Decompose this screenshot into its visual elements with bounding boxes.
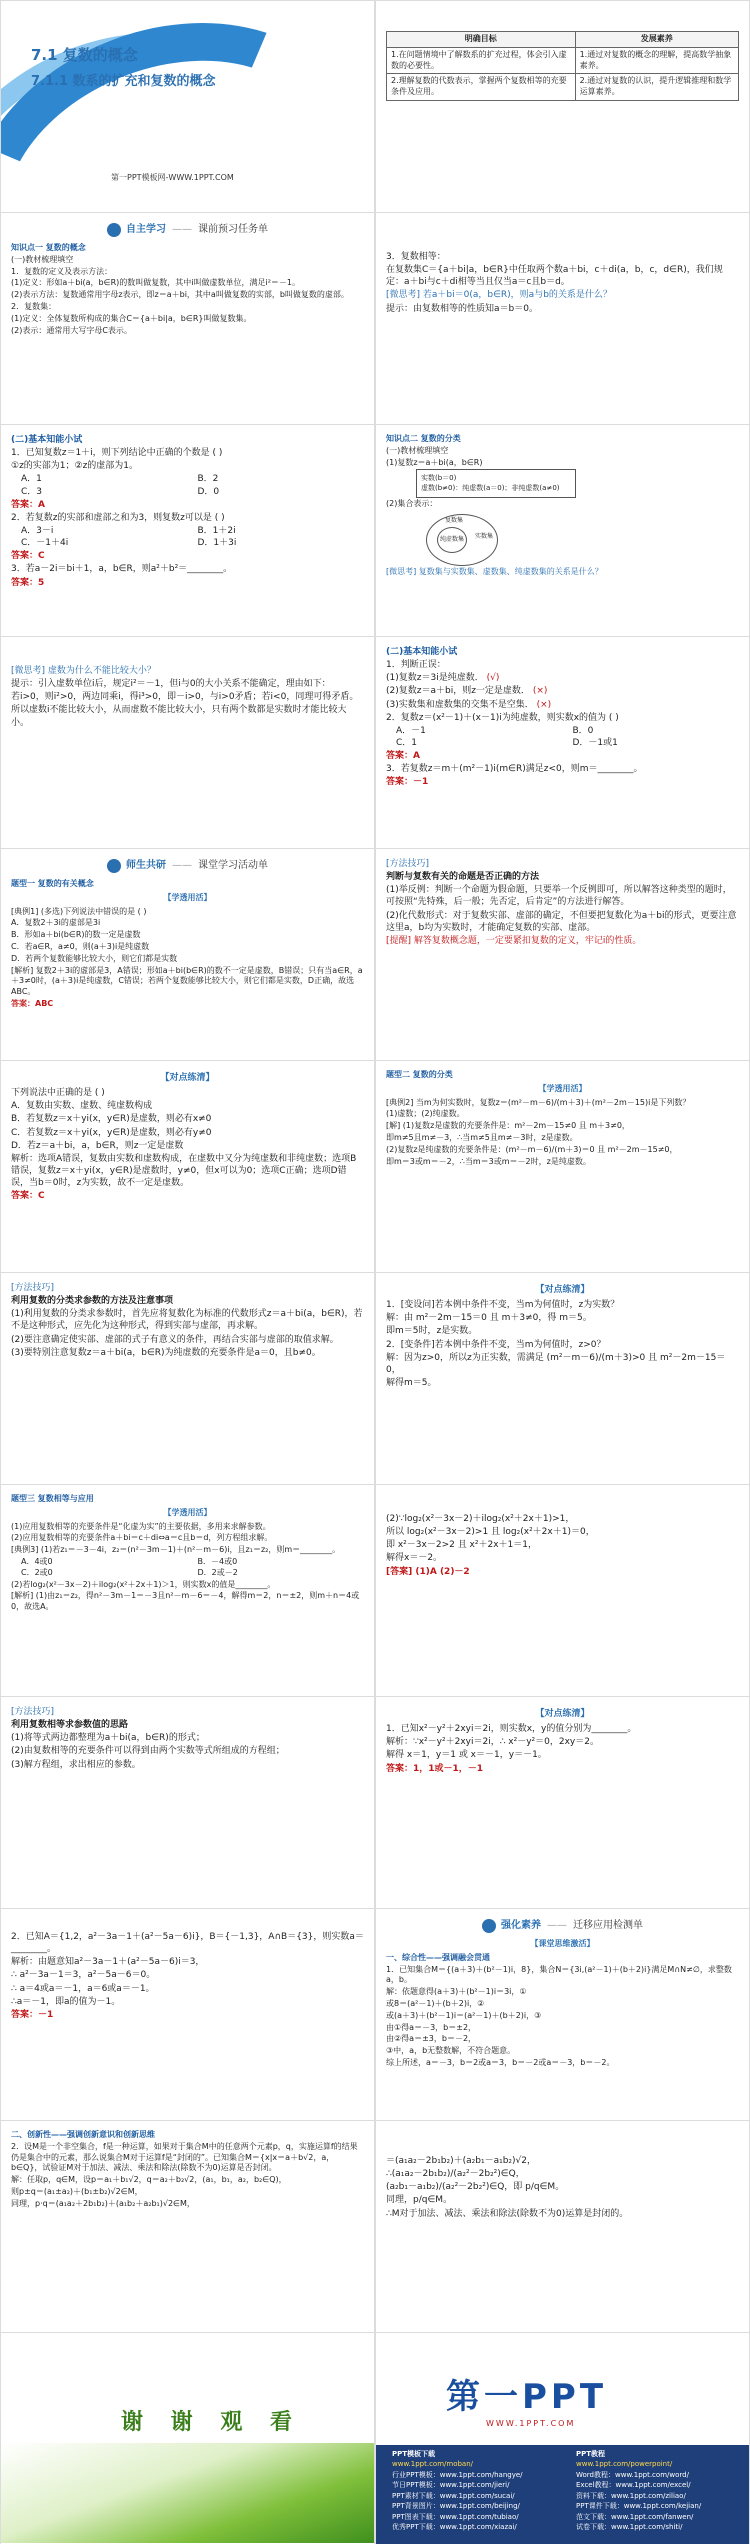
solution: [解] (1)复数z是虚数的充要条件是：m²－2m－15≠0 且 m＋3≠0， <box>386 1121 630 1131</box>
solution: 解析：选项A错误，复数由实数和虚数构成，在虚数中又分为纯虚数和非纯虚数；选项B错误，复数z＝x＋yi(x，y∈R)是虚数时，y≠0，但x可以为0；选项C正确；选项D错误，当b＝0时，z为实数，故不一定是虚数。 <box>11 1153 357 1189</box>
question-detail: ①z的实部为1；②z的虚部为1。 <box>11 461 139 472</box>
method-title: [方法技巧] <box>11 1283 55 1293</box>
slide-practice-2 <box>376 1273 749 1484</box>
method-heading: 利用复数相等求参数值的思路 <box>11 1720 129 1731</box>
option: A．复数由实数、虚数、纯虚数构成 <box>11 1101 153 1112</box>
leaf-decor <box>1 2443 374 2543</box>
judge-item: (3)实数集和虚数集的交集不是空集． (×) <box>386 699 552 710</box>
tag-label: 【学透用活】 <box>538 1083 587 1093</box>
tag-label: 【对点练清】 <box>535 1285 590 1295</box>
slide-quiz-2 <box>376 637 749 848</box>
slide-innovation-cont <box>376 2121 749 2332</box>
text-line: (3)解方程组，求出相应的参数。 <box>11 1759 141 1770</box>
solution: 解析：由题意知a²－3a－1＋(a²－5a－6)i＝3， <box>11 1957 205 1968</box>
text-line: (3)要特别注意复数z＝a＋bi(a，b∈R)为纯虚数的充要条件是a＝0，且b≠0。 <box>11 1347 321 1358</box>
solution-step: 即m＝5时，z是实数。 <box>386 1326 478 1337</box>
slide-innovation <box>1 2121 374 2332</box>
footer-link[interactable]: 行业PPT模板：www.1ppt.com/hangye/ <box>392 2470 523 2479</box>
header-subtitle: 课前预习任务单 <box>198 224 268 236</box>
method-heading: 判断与复数有关的命题是否正确的方法 <box>386 872 540 883</box>
solution-step: 同理，p/q∈M。 <box>386 2195 453 2206</box>
text-line: (1)应用复数相等的充要条件是“化虚为实”的主要依据，多用来求解参数。 <box>11 1521 271 1531</box>
slide-type1 <box>1 849 374 1060</box>
tag-label: 【课堂思维激活】 <box>530 1939 595 1948</box>
footer-link[interactable]: 范文下载：www.1ppt.com/fanwen/ <box>576 2512 694 2521</box>
footer-link[interactable]: PPT背景图片：www.1ppt.com/beijing/ <box>392 2502 520 2511</box>
answer: 答案：－1 <box>386 777 429 788</box>
question: 1．已知复数z＝1＋i，则下列结论中正确的个数是 ( ) <box>11 448 223 459</box>
method-title: [方法技巧] <box>11 1707 55 1717</box>
answer: 答案：1，1或－1，－1 <box>386 1763 484 1774</box>
think-line: [微思考] 复数集与实数集、虚数集、纯虚数集的关系是什么？ <box>386 567 603 577</box>
quiz-title: (二)基本知能小试 <box>11 435 83 445</box>
slide-goals <box>376 1 749 212</box>
option: B．1＋2i <box>197 525 236 536</box>
question: 下列说法中正确的是 ( ) <box>11 1088 105 1099</box>
solution-step: ∴ a＝4或a＝－1，a＝6或a＝－1。 <box>11 1983 155 1994</box>
option: A．4或0 <box>21 1556 53 1566</box>
solution-step: 由①得a＝－3，b＝±2， <box>386 2022 477 2032</box>
footer-link[interactable]: 节日PPT模板：www.1ppt.com/jieri/ <box>392 2481 510 2490</box>
topic-sub: (一)教材梳理填空 <box>386 445 449 455</box>
hint-line: 提示：由复数相等的性质知a＝b＝0。 <box>386 303 538 314</box>
option: D．若z＝a＋bi，a，b∈R，则z一定是虚数 <box>11 1140 184 1151</box>
brand-url: WWW.1PPT.COM <box>486 2419 576 2428</box>
slide-transfer <box>376 1909 749 2120</box>
slide-classification <box>376 425 749 636</box>
answer: 答案：A <box>386 751 420 762</box>
question: 1．已知x²－y²＋2xyi＝2i，则实数x，y的值分别为________。 <box>386 1724 637 1735</box>
question: 3．若复数z＝m＋(m²－1)i(m∈R)满足z<0，则m＝________。 <box>386 764 643 775</box>
solution-step: 所以 log₂(x²－3x－2)>1 且 log₂(x²＋2x＋1)＝0， <box>386 1527 595 1538</box>
solution-step: 即 x²－3x－2>2 且 x²＋2x＋1＝1， <box>386 1540 538 1551</box>
question: 2．设M是一个非空集合，f是一种运算，如果对于集合M中的任意两个元素p，q，实施运算f的结果仍是集合中的元素，那么说集合M对于运算f是“封闭的”。已知集合M＝{x|x＝a＋b√2，a，b∈Q}，试验证M对于加法、减法、乘法和除法(除数不为0)运算是否封闭。 <box>11 2141 358 2173</box>
option: B．形如a＋bi(b∈R)的数一定是虚数 <box>11 930 141 940</box>
text-line: (1)将等式两边都整理为a＋bi(a，b∈R)的形式； <box>11 1733 205 1744</box>
topic-title: 知识点二 复数的分类 <box>386 434 461 443</box>
tag-label: 【学透用活】 <box>163 1507 212 1517</box>
footer-col-tutorials: PPT教程 www.1ppt.com/powerpoint/ Word教程：www.1ppt.com/word/ Excel教程：www.1ppt.com/excel/ 资料下载：www.1ppt.com/ziliao/ PPT课件下载：www.1ppt.com/kejian/ 范文下载：www.1ppt.com/fanwen/ 试卷下载：www.1ppt.com/shiti/ <box>576 2450 702 2532</box>
solution-step: ∴ a²－3a－1＝3，a²－5a－6＝0。 <box>11 1970 156 1981</box>
question: 2．已知A＝{1,2，a²－3a－1＋(a²－5a－6)i}，B＝{－1,3}，A∩B＝{3}，则实数a＝________。 <box>11 1932 364 1955</box>
example: [典例1] (多选)下列说法中错误的是 ( ) <box>11 906 147 916</box>
solution-step: 或8＝(a²－1)＋(b＋2)i，② <box>386 1998 485 2008</box>
slide-practice-3 <box>376 1697 749 1908</box>
slide-equality <box>376 213 749 424</box>
solution-step: 同理，p·q＝(a₁a₂＋2b₁b₂)＋(a₁b₂＋a₂b₁)√2∈M， <box>11 2198 195 2208</box>
solution-step: ∴M对于加法、减法、乘法和除法(除数不为0)运算是封闭的。 <box>386 2208 629 2219</box>
section-header: 师生共研 —— 课堂学习活动单 <box>11 859 364 873</box>
section-header: 强化素养 —— 迁移应用检测单 <box>386 1919 739 1933</box>
text-line: 在复数集C＝{a＋bi|a，b∈R}中任取两个数a＋bi，c＋di(a，b，c，d∈R)，我们规定：a＋bi与c＋di相等当且仅当a＝c且b＝d。 <box>386 265 723 288</box>
option: D．2或－2 <box>197 1567 238 1577</box>
header-title: 自主学习 <box>126 224 166 236</box>
option: D．若两个复数能够比较大小，则它们都是实数 <box>11 953 178 963</box>
literacy-cell: 2.通过对复数的认识，提升逻辑推理和数学运算素养。 <box>575 74 738 101</box>
option: A．－1 <box>396 725 426 736</box>
answer: 答案：5 <box>11 577 45 588</box>
solution-step: ③中，a，b无整数解，不符合题意。 <box>386 2046 516 2056</box>
type-title: 题型三 复数相等与应用 <box>11 1494 94 1503</box>
question: 3．若a－2i＝bi＋1，a，b∈R，则a²＋b²＝________。 <box>11 564 233 575</box>
judge-item: (1)复数z＝3i是纯虚数． (√) <box>386 673 500 684</box>
solution: [解析] (1)由z₁＝z₂，得n²－3m－1＝－3且n²－m－6＝－4，解得m＝2，n＝±2，则m＋n＝4或0，故选A。 <box>11 1591 360 1612</box>
goal-cell: 1.在问题情境中了解数系的扩充过程，体会引入虚数的必要性。 <box>387 47 576 74</box>
class-imag: 虚数(b≠0)：纯虚数(a＝0)；非纯虚数(a≠0) <box>421 483 560 492</box>
slide-method-1 <box>376 849 749 1060</box>
tag-label: 【对点练清】 <box>160 1073 215 1083</box>
answer: 答案：－1 <box>11 2009 54 2020</box>
question: 1．判断正误： <box>386 660 446 671</box>
text-line: (1)定义：形如a＋bi(a，b∈R)的数叫做复数，其中i叫做虚数单位，满足i²＝－1。 <box>11 278 301 288</box>
footer-link[interactable]: Word教程：www.1ppt.com/word/ <box>576 2470 689 2479</box>
table-row <box>387 47 739 74</box>
text-line: (一)教材梳理填空 <box>11 254 74 264</box>
question: 2．复数z＝(x²－1)＋(x－1)i为纯虚数，则实数x的值为 ( ) <box>386 712 619 723</box>
solution-step: 由②得a＝±3，b＝－2， <box>386 2034 477 2044</box>
slide-think-compare <box>1 637 374 848</box>
tag-label: 【学透用活】 <box>163 892 212 902</box>
set-diagram <box>426 514 498 566</box>
solution-step: 或(a＋3)＋(b²－1)i＝(a²－1)＋(b＋2)i，③ <box>386 2010 542 2020</box>
footer-link[interactable]: Excel教程：www.1ppt.com/excel/ <box>576 2481 691 2490</box>
slide-solution-3 <box>376 1485 749 1696</box>
footer-col-templates: PPT模板下载 www.1ppt.com/moban/ 行业PPT模板：www.1ppt.com/hangye/ 节日PPT模板：www.1ppt.com/jieri/ PPT素材下载：www.1ppt.com/sucai/ PPT背景图片：www.1ppt.com/beijing/ PPT图表下载：www.1ppt.com/tubiao/ 优秀PPT下载：www.1ppt.com/xiazai/ <box>392 2450 523 2532</box>
method-title: [方法技巧] <box>386 859 430 869</box>
section-header: 自主学习 —— 课前预习任务单 <box>11 223 364 237</box>
solution: 解：任取p，q∈M，设p＝a₁＋b₁√2，q＝a₂＋b₂√2，(a₁，b₁，a₂，b₂∈Q)， <box>11 2175 287 2185</box>
example: [典例2] 当m为何实数时，复数z＝(m²－m－6)/(m＋3)＋(m²－2m－15)i是下列数？ <box>386 1097 691 1107</box>
option: B．0 <box>572 725 594 736</box>
set-outer-label: 复数集 <box>445 517 464 525</box>
footer-link[interactable]: PPT素材下载：www.1ppt.com/sucai/ <box>392 2491 515 2500</box>
solution-step: (a₂b₁－a₁b₂)/(a₂²－2b₂²)∈Q，即 p/q∈M。 <box>386 2182 565 2193</box>
solution-step: ∴a＝－1，即a的值为－1。 <box>11 1996 121 2007</box>
option: C．3 <box>21 486 43 497</box>
solution-step: 即m≠5且m≠－3，∴当m≠5且m≠－3时，z是虚数。 <box>386 1132 578 1142</box>
text-line: (2)要注意确定使实部、虚部的式子有意义的条件，再结合实部与虚部的取值求解。 <box>11 1334 339 1345</box>
answer: 答案：C <box>11 551 45 562</box>
answer: 答案：ABC <box>11 998 54 1008</box>
solution-step: 解得 x＝1，y＝1 或 x＝－1，y＝－1。 <box>386 1750 547 1761</box>
hint-line: 提示：引入虚数单位i后，规定i²＝－1，但i与0的大小关系不能确定，理由如下： <box>11 679 331 690</box>
text-line: 2．复数集： <box>11 301 57 311</box>
option: D．－1或1 <box>572 737 618 748</box>
option: C．－1＋4i <box>21 538 69 549</box>
text-line: (2)化代数形式：对于复数实部、虚部的确定，不但要把复数化为a＋bi的形式，更要注意这里a，b均为实数时，才能确定复数的实部、虚部。 <box>386 910 737 933</box>
literacy-cell: 1.通过对复数的概念的理解，提高数学抽象素养。 <box>575 47 738 74</box>
option: C．若复数z＝x＋yi(x，y∈R)是虚数，则必有y≠0 <box>11 1127 212 1138</box>
text-line: (1)举反例：判断一个命题为假命题，只要举一个反例即可，所以解答这种类型的题时，可按照“先特殊，后一般；先否定，后肯定”的方法进行解答。 <box>386 885 732 908</box>
option: B．2 <box>197 474 219 485</box>
text-line: (2)表示方法：复数通常用字母z表示，即z＝a＋bi，其中a叫做复数的实部，b叫做复数的虚部。 <box>11 290 349 300</box>
slide-type3 <box>1 1485 374 1696</box>
text-line: (1)定义：全体复数所构成的集合C＝{a＋bi|a，b∈R}叫做复数集。 <box>11 313 252 323</box>
question: 2．若复数z的实部和虚部之和为3，则复数z可以是 ( ) <box>11 512 225 523</box>
header-dot-icon <box>482 1919 496 1933</box>
brand-logo: 第一PPT <box>446 2377 608 2417</box>
solution-step: ∴(a₁a₂－2b₁b₂)/(a₂²－2b₂²)∈Q， <box>386 2169 525 2180</box>
template-credit: 第一PPT模板网-WWW.1PPT.COM <box>111 173 234 182</box>
set-inner: 纯虚数集 <box>437 527 467 553</box>
text-line: 3．复数相等： <box>386 252 446 262</box>
solution: (2)∵log₂(x²－3x－2)＋ilog₂(x²＋2x＋1)>1， <box>386 1514 575 1524</box>
example: (2)若log₂(x²－3x－2)＋ilog₂(x²＋2x＋1)＞1，则实数x的值是________。 <box>11 1579 276 1589</box>
slide-thanks <box>1 2333 374 2544</box>
answer: 答案：A <box>11 499 45 510</box>
text-line: (1)利用复数的分类求参数时，首先应将复数化为标准的代数形式z＝a＋bi(a，b∈R)，若不是这种形式，应先化为这种形式，得到实部与虚部，再求解。 <box>11 1309 363 1332</box>
footer-link[interactable]: 资料下载：www.1ppt.com/ziliao/ <box>576 2491 686 2500</box>
text-line: (2)表示：通常用大写字母C表示。 <box>11 325 132 335</box>
solution-step: 解得x＝－2。 <box>386 1553 443 1564</box>
option: C．2或0 <box>21 1567 53 1577</box>
solution-step: 综上所述，a＝－3，b＝2或a＝3，b＝－2或a＝－3，b＝－2。 <box>386 2057 615 2067</box>
slide-method-3 <box>1 1697 374 1908</box>
solution: [解析] 复数2＋3i的虚部是3，A错误；形如a＋bi(b∈R)的数不一定是虚数，B错误；只有当a∈R，a＋3≠0时，(a＋3)i是纯虚数，C错误；若两个复数能够比较大小，则它们都是实数，D正确，故选ABC。 <box>11 965 363 997</box>
type-title: 题型一 复数的有关概念 <box>11 879 94 888</box>
part-title: 二、创新性——强调创新意识和创新思维 <box>11 2130 155 2139</box>
goals-header-right: 发展素养 <box>575 32 738 48</box>
question: 1．已知集合M＝{(a＋3)＋(b²－1)i，8}，集合N＝{3i,(a²－1)＋(b＋2)i}满足M∩N≠∅，求整数a，b。 <box>386 1964 732 1985</box>
solution-step: 解得m＝5。 <box>386 1377 437 1388</box>
slide-practice-4 <box>1 1909 374 2120</box>
option: B．若复数z＝x＋yi(x，y∈R)是虚数，则必有x≠0 <box>11 1114 212 1125</box>
text-line: (2)由复数相等的充要条件可以得到由两个实数等式所组成的方程组； <box>11 1746 285 1757</box>
slide-logo <box>376 2333 749 2544</box>
text-line: 若i>0，则i²>0，两边同乘i，得i³>0，即－i>0，与i>0矛盾；若i<0，同理可得矛盾。 <box>11 692 359 703</box>
table-row <box>387 74 739 101</box>
answer: [答案] (1)A (2)－2 <box>386 1566 470 1577</box>
option: A．复数2＋3i的虚部是3i <box>11 918 101 928</box>
footer-link[interactable]: 优秀PPT下载：www.1ppt.com/xiazai/ <box>392 2523 517 2532</box>
goals-header-left: 明确目标 <box>387 32 576 48</box>
text-line: (2)集合表示： <box>386 499 438 509</box>
footer-link[interactable]: PPT图表下载：www.1ppt.com/tubiao/ <box>392 2512 519 2521</box>
think-line: [微思考] 虚数为什么不能比较大小？ <box>11 666 156 676</box>
text-line: (2)应用复数相等的充要条件a＋bi＝c＋di⇔a＝c且b＝d，列方程组求解。 <box>11 1533 273 1543</box>
solution-step: (2)复数z是纯虚数的充要条件是：(m²－m－6)/(m＋3)＝0 且 m²－2m－15≠0， <box>386 1144 678 1154</box>
slide-method-2 <box>1 1273 374 1484</box>
reminder-line: [提醒] 解答复数概念题，一定要紧扣复数的定义，牢记i的性质。 <box>386 935 642 946</box>
option: A．1 <box>21 474 42 485</box>
footer-link[interactable]: PPT课件下载：www.1ppt.com/kejian/ <box>576 2502 702 2511</box>
judge-item: (2)复数z＝a＋bi，则z一定是虚数． (×) <box>386 686 548 697</box>
lesson-subtitle: 7.1.1 数系的扩充和复数的概念 <box>31 74 216 89</box>
slide-quiz-1 <box>1 425 374 636</box>
text-line: 所以虚数i不能比较大小，从而虚数不能比较大小，只有两个数都是实数时才能比较大小。 <box>11 705 347 728</box>
question: 1．[变设问]若本例中条件不变，当m为何值时，z为实数？ <box>386 1300 620 1311</box>
option: D．0 <box>197 486 220 497</box>
solution: 解析：∵x²－y²＋2xyi＝2i，∴ x²－y²＝0，2xy＝2。 <box>386 1737 599 1748</box>
solution: 解：依题意得(a＋3)＋(b²－1)i＝3i，① <box>386 1987 527 1997</box>
slide-practice-1 <box>1 1061 374 1272</box>
set-real-label: 实数集 <box>474 533 493 541</box>
solution: 解：由 m²－2m－15＝0 且 m＋3≠0，得 m＝5。 <box>386 1313 592 1324</box>
question: (1)虚数；(2)纯虚数。 <box>386 1109 465 1119</box>
method-heading: 利用复数的分类求参数的方法及注意事项 <box>11 1296 174 1307</box>
text-line: 知识点一 复数的概念 <box>11 243 86 252</box>
header-dot-icon <box>107 223 121 237</box>
classification-brace <box>416 469 576 498</box>
thanks-text: 谢 谢 观 看 <box>121 2410 302 2435</box>
part-title: 一、综合性——强调融会贯通 <box>386 1952 490 1962</box>
tag-label: 【对点练清】 <box>535 1709 590 1719</box>
goal-cell: 2.理解复数的代数表示，掌握两个复数相等的充要条件及应用。 <box>387 74 576 101</box>
option: D．1＋3i <box>197 538 237 549</box>
text-line: (1)复数z＝a＋bi(a，b∈R) <box>386 457 483 467</box>
slide-title <box>1 1 374 212</box>
footer-link[interactable]: www.1ppt.com/powerpoint/ <box>576 2460 673 2469</box>
footer-link[interactable]: 试卷下载：www.1ppt.com/shiti/ <box>576 2523 683 2532</box>
think-line: [微思考] 若a＋bi＝0(a，b∈R)，则a与b的关系是什么？ <box>386 290 612 301</box>
quiz-title: (二)基本知能小试 <box>386 647 458 657</box>
example: [典例3] (1)若z₁＝－3－4i，z₂＝(n²－3m－1)＋(n²－m－6)i，且z₁＝z₂，则m＝________。 <box>11 1545 341 1555</box>
class-real: 实数(b＝0) <box>421 474 457 483</box>
option: B．－4或0 <box>197 1556 238 1566</box>
option: C．1 <box>396 737 418 748</box>
footer-link[interactable]: www.1ppt.com/moban/ <box>392 2460 474 2469</box>
answer: 答案：C <box>11 1191 45 1202</box>
slide-self-study <box>1 213 374 424</box>
option: C．若a∈R，a≠0，则(a＋3)i是纯虚数 <box>11 941 150 951</box>
type-title: 题型二 复数的分类 <box>386 1070 453 1079</box>
solution: 解：因为z>0，所以z为正实数，需满足 (m²－m－6)/(m＋3)>0 且 m²－2m－15＝0， <box>386 1352 726 1375</box>
solution-step: 即m＝3或m＝－2，∴当m＝3或m＝－2时，z是纯虚数。 <box>386 1156 591 1166</box>
option: A．3－i <box>21 525 54 536</box>
solution-step: 则p±q＝(a₁±a₂)＋(b₁±b₂)√2∈M， <box>11 2186 143 2196</box>
slide-type2 <box>376 1061 749 1272</box>
goals-table <box>386 31 739 101</box>
question: 2．[变条件]若本例中条件不变，当m为何值时，z>0？ <box>386 1339 606 1350</box>
text-line: 1．复数的定义及表示方法： <box>11 266 113 276</box>
solution-step: ＝(a₁a₂－2b₁b₂)＋(a₂b₁－a₁b₂)√2， <box>386 2156 537 2166</box>
lesson-title: 7.1 复数的概念 <box>31 46 138 64</box>
header-dot-icon <box>107 859 121 873</box>
